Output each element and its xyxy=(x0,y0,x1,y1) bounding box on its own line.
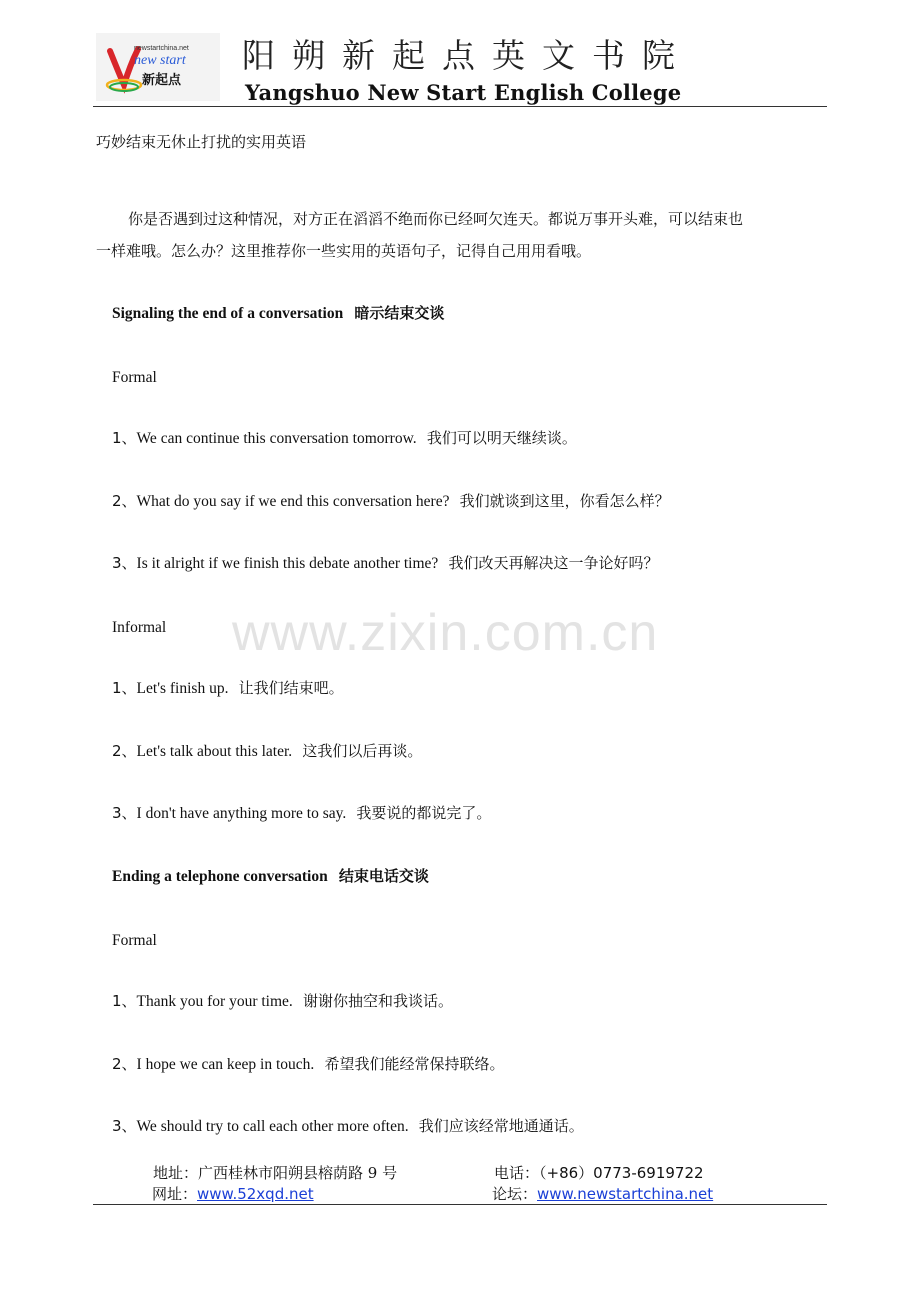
heading-cn: 结束电话交谈 xyxy=(338,867,429,885)
footer-forum xyxy=(492,1183,713,1204)
item-number: 3、 xyxy=(112,804,137,822)
footer-website xyxy=(152,1183,314,1204)
item-chinese: 谢谢你抽空和我谈话。 xyxy=(302,992,453,1010)
list-item xyxy=(112,802,491,823)
label-formal: Formal xyxy=(112,369,157,386)
item-number: 1、 xyxy=(112,679,137,697)
college-logo xyxy=(96,33,220,101)
list-item xyxy=(112,552,658,573)
item-number: 2、 xyxy=(112,492,137,510)
header-divider xyxy=(93,106,827,107)
heading-cn: 暗示结束交谈 xyxy=(354,304,445,322)
item-chinese: 我们应该经常地通通话。 xyxy=(418,1117,584,1135)
footer-phone xyxy=(494,1162,704,1183)
list-item xyxy=(112,1053,505,1074)
document-title: 巧妙结束无休止打扰的实用英语 xyxy=(96,133,307,151)
item-english: We should try to call each other more often. xyxy=(136,1118,409,1135)
item-english: Let's finish up. xyxy=(136,680,229,697)
intro-line-2: 一样难哦。怎么办？这里推荐你一些实用的英语句子，记得自己用用看哦。 xyxy=(96,242,592,260)
item-english: I hope we can keep in touch. xyxy=(136,1056,315,1073)
phone-value: （+86）0773-6919722 xyxy=(539,1164,704,1182)
item-number: 2、 xyxy=(112,1055,137,1073)
label-formal: Formal xyxy=(112,932,157,949)
item-chinese: 我们可以明天继续谈。 xyxy=(426,429,577,447)
item-chinese: 我要说的都说完了。 xyxy=(356,804,492,822)
college-name-en: Yangshuo New Start English College xyxy=(245,80,682,105)
item-english: I don't have anything more to say. xyxy=(136,805,347,822)
item-english: We can continue this conversation tomorrow. xyxy=(136,430,417,447)
list-item xyxy=(112,990,453,1011)
item-number: 1、 xyxy=(112,429,137,447)
address-value: 广西桂林市阳朔县榕荫路 9 号 xyxy=(198,1164,398,1182)
logo-brand-text: new start xyxy=(134,53,186,68)
item-number: 3、 xyxy=(112,554,137,572)
watermark: www.zixin.com.cn xyxy=(232,604,659,662)
college-name-cn: 阳朔新起点英文书院 xyxy=(242,36,692,75)
item-english: Is it alright if we finish this debate another time? xyxy=(136,555,439,572)
section-heading-telephone xyxy=(112,865,429,886)
item-number: 2、 xyxy=(112,742,137,760)
website-link[interactable]: www.52xqd.net xyxy=(197,1185,314,1203)
item-chinese: 我们就谈到这里，你看怎么样？ xyxy=(459,492,670,510)
phone-label: 电话： xyxy=(494,1164,540,1182)
list-item xyxy=(112,677,344,698)
forum-label: 论坛： xyxy=(492,1185,538,1203)
logo-url-text: newstartchina.net xyxy=(134,45,189,52)
list-item xyxy=(112,740,422,761)
section-heading-signaling xyxy=(112,302,444,323)
item-chinese: 我们改天再解决这一争论好吗？ xyxy=(448,554,659,572)
item-english: Thank you for your time. xyxy=(136,993,293,1010)
address-label: 地址： xyxy=(153,1164,199,1182)
item-number: 3、 xyxy=(112,1117,137,1135)
logo-cn-text: 新起点 xyxy=(142,73,182,88)
item-english: Let's talk about this later. xyxy=(136,743,293,760)
heading-en: Signaling the end of a conversation xyxy=(112,305,344,322)
label-informal: Informal xyxy=(112,619,167,636)
item-chinese: 这我们以后再谈。 xyxy=(302,742,423,760)
footer-address xyxy=(153,1162,397,1183)
heading-en: Ending a telephone conversation xyxy=(112,868,328,885)
item-chinese: 让我们结束吧。 xyxy=(238,679,344,697)
website-label: 网址： xyxy=(152,1185,198,1203)
list-item xyxy=(112,427,577,448)
item-number: 1、 xyxy=(112,992,137,1010)
forum-link[interactable]: www.newstartchina.net xyxy=(537,1185,714,1203)
item-english: What do you say if we end this conversation here? xyxy=(136,493,450,510)
list-item xyxy=(112,490,670,511)
list-item xyxy=(112,1115,584,1136)
footer-divider xyxy=(93,1204,827,1205)
intro-line-1: 你是否遇到过这种情况，对方正在滔滔不绝而你已经呵欠连天。都说万事开头难，可以结束也 xyxy=(128,210,744,228)
item-chinese: 希望我们能经常保持联络。 xyxy=(324,1055,505,1073)
